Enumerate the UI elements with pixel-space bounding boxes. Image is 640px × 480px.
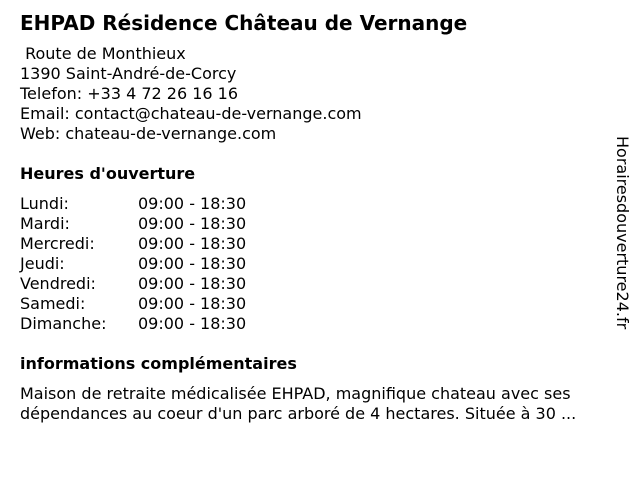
site-watermark: Horairesdouverture24.fr: [613, 136, 632, 330]
day-label: Lundi:: [20, 194, 69, 213]
hours-value: 09:00 - 18:30: [138, 254, 247, 273]
hours-row-monday: [20, 194, 246, 214]
info-line-2: dépendances au coeur d'un parc arboré de 4 hectares. Située à 30 ...: [20, 404, 577, 423]
day-label: Samedi:: [20, 294, 86, 313]
phone-line: Telefon: +33 4 72 26 16 16: [20, 84, 239, 103]
city-line: 1390 Saint-André-de-Corcy: [20, 64, 237, 83]
info-description: [20, 384, 630, 424]
hours-row-wednesday: [20, 234, 246, 254]
day-label: Dimanche:: [20, 314, 107, 333]
hours-row-saturday: [20, 294, 246, 314]
hours-row-friday: [20, 274, 246, 294]
hours-row-thursday: [20, 254, 246, 274]
hours-value: 09:00 - 18:30: [138, 214, 247, 233]
hours-value: 09:00 - 18:30: [138, 294, 247, 313]
hours-value: 09:00 - 18:30: [138, 194, 247, 213]
info-line-1: Maison de retraite médicalisée EHPAD, magnifique chateau avec ses: [20, 384, 571, 403]
day-label: Vendredi:: [20, 274, 96, 293]
day-label: Mercredi:: [20, 234, 95, 253]
opening-hours-heading: Heures d'ouverture: [20, 164, 196, 183]
street-line: Route de Monthieux: [20, 44, 186, 63]
hours-value: 09:00 - 18:30: [138, 274, 247, 293]
day-label: Mardi:: [20, 214, 70, 233]
hours-row-tuesday: [20, 214, 246, 234]
hours-value: 09:00 - 18:30: [138, 234, 247, 253]
hours-value: 09:00 - 18:30: [138, 314, 247, 333]
web-line: Web: chateau-de-vernange.com: [20, 124, 277, 143]
info-heading: informations complémentaires: [20, 354, 297, 373]
hours-row-sunday: [20, 314, 246, 334]
day-label: Jeudi:: [20, 254, 65, 273]
email-line: Email: contact@chateau-de-vernange.com: [20, 104, 362, 123]
address-block: [20, 44, 362, 144]
opening-hours-table: [20, 194, 246, 334]
business-title: EHPAD Résidence Château de Vernange: [20, 11, 468, 35]
